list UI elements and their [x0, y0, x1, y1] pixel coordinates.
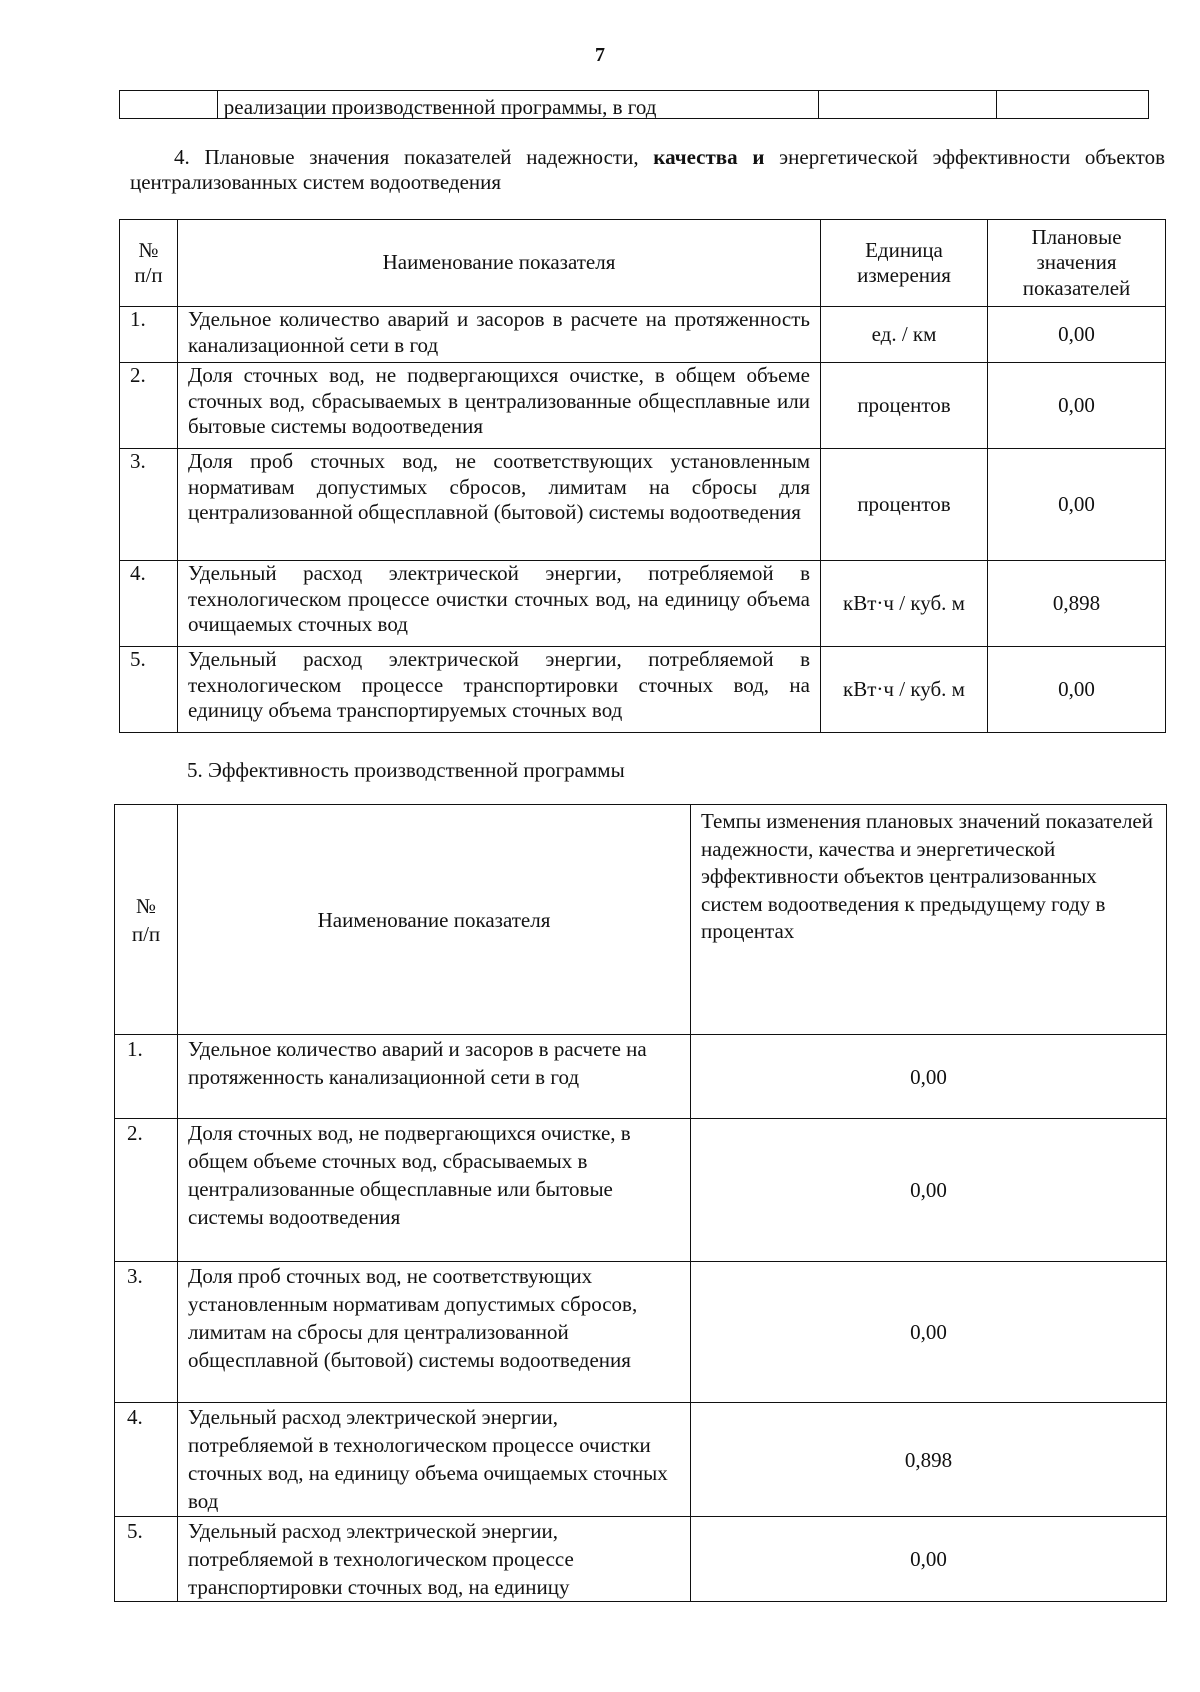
- row-unit: процентов: [821, 449, 988, 561]
- row-name: Удельный расход электрической энергии, потребляемой в технологическом процессе транспортировки сточных вод, на единицу объема транспортируемых сточных вод: [178, 647, 821, 733]
- row-value: 0,898: [691, 1403, 1167, 1517]
- table-row: [115, 1262, 1167, 1403]
- table-row: [115, 1119, 1167, 1262]
- row-num: 5.: [115, 1517, 178, 1602]
- continuation-table: [119, 90, 1149, 119]
- row-num: 3.: [115, 1262, 178, 1403]
- efficiency-table: [114, 804, 1167, 1602]
- header-value: Плановые значения показателей: [988, 220, 1166, 307]
- row-value: 0,00: [988, 647, 1166, 733]
- section4-title-prefix: 4. Плановые значения показателей надежности,: [174, 145, 654, 169]
- row-num: 4.: [120, 561, 178, 647]
- section4-title-bold: качества и: [653, 145, 765, 169]
- row-num: 2.: [115, 1119, 178, 1262]
- row-value: 0,00: [691, 1119, 1167, 1262]
- row-value: 0,00: [691, 1035, 1167, 1119]
- table-cell-empty: [120, 91, 218, 119]
- row-num: 5.: [120, 647, 178, 733]
- row-num: 4.: [115, 1403, 178, 1517]
- table-row: [120, 363, 1166, 449]
- table-row: [115, 1517, 1167, 1602]
- header-name: Наименование показателя: [178, 220, 821, 307]
- row-num: 3.: [120, 449, 178, 561]
- row-unit: ед. / км: [821, 307, 988, 363]
- header-num: № п/п: [120, 220, 178, 307]
- row-name: Доля сточных вод, не подвергающихся очистке, в общем объеме сточных вод, сбрасываемых в централизованные общесплавные или бытовые системы водоотведения: [178, 363, 821, 449]
- row-unit: процентов: [821, 363, 988, 449]
- row-name: Удельный расход электрической энергии, потребляемой в технологическом процессе очистки сточных вод, на единицу объема очищаемых сточных вод: [178, 1403, 691, 1517]
- row-name: Доля проб сточных вод, не соответствующих установленным нормативам допустимых сбросов, лимитам на сбросы для централизованной общесплавной (бытовой) системы водоотведения: [178, 449, 821, 561]
- row-value: 0,00: [988, 307, 1166, 363]
- row-name: Удельное количество аварий и засоров в расчете на протяженность канализационной сети в год: [178, 307, 821, 363]
- row-name: Удельный расход электрической энергии, потребляемой в технологическом процессе транспортировки сточных вод, на единицу: [178, 1517, 691, 1602]
- page-number: 7: [595, 44, 605, 66]
- row-num: 1.: [120, 307, 178, 363]
- header-unit: Единица измерения: [821, 220, 988, 307]
- continuation-text: реализации производственной программы, в год: [217, 91, 818, 119]
- row-value: 0,00: [691, 1517, 1167, 1602]
- row-unit: кВт·ч / куб. м: [821, 561, 988, 647]
- table-header-row: [120, 220, 1166, 307]
- section5-title: 5. Эффективность производственной программы: [187, 758, 625, 782]
- table-row: [120, 647, 1166, 733]
- header-tempo: Темпы изменения плановых значений показателей надежности, качества и энергетической эффективности объектов централизованных систем водоотведения к предыдущему году в процентах: [691, 805, 1167, 1035]
- row-value: 0,00: [691, 1262, 1167, 1403]
- table-header-row: [115, 805, 1167, 1035]
- header-num: № п/п: [115, 805, 178, 1035]
- table-row: [120, 449, 1166, 561]
- indicators-table: [119, 219, 1166, 733]
- row-name: Доля проб сточных вод, не соответствующих установленным нормативам допустимых сбросов, лимитам на сбросы для централизованной общесплавной (бытовой) системы водоотведения: [178, 1262, 691, 1403]
- row-value: 0,00: [988, 363, 1166, 449]
- table-cell-empty: [996, 91, 1149, 119]
- row-num: 1.: [115, 1035, 178, 1119]
- table-row: [115, 1035, 1167, 1119]
- row-value: 0,00: [988, 449, 1166, 561]
- table-cell-empty: [819, 91, 996, 119]
- section4-title-suffix: энергетической эффективности объектов централизованных систем водоотведения: [130, 145, 1165, 194]
- row-num: 2.: [120, 363, 178, 449]
- row-name: Удельный расход электрической энергии, потребляемой в технологическом процессе очистки сточных вод, на единицу объема очищаемых сточных вод: [178, 561, 821, 647]
- row-value: 0,898: [988, 561, 1166, 647]
- row-name: Доля сточных вод, не подвергающихся очистке, в общем объеме сточных вод, сбрасываемых в централизованные общесплавные или бытовые системы водоотведения: [178, 1119, 691, 1262]
- row-name: Удельное количество аварий и засоров в расчете на протяженность канализационной сети в год: [178, 1035, 691, 1119]
- section4-title: [130, 145, 1165, 195]
- row-unit: кВт·ч / куб. м: [821, 647, 988, 733]
- table-row: [115, 1403, 1167, 1517]
- header-name: Наименование показателя: [178, 805, 691, 1035]
- table-row: [120, 91, 1149, 119]
- table-row: [120, 561, 1166, 647]
- table-row: [120, 307, 1166, 363]
